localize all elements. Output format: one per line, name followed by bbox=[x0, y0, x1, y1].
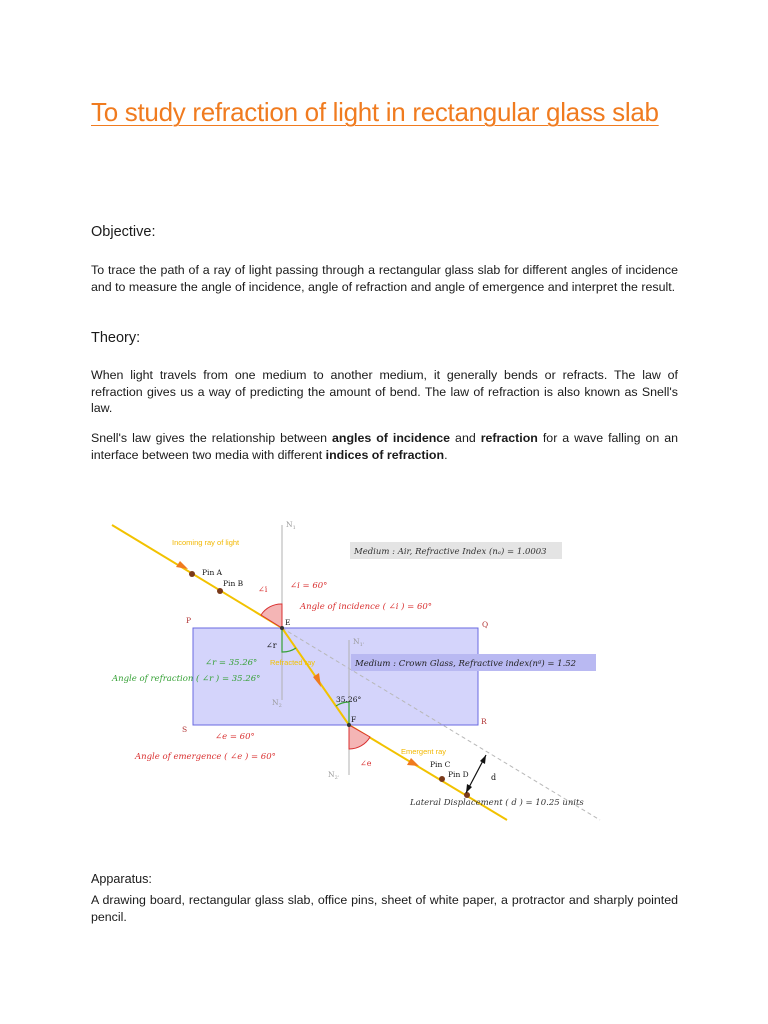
point-f-label: F bbox=[351, 715, 357, 724]
arrowhead bbox=[466, 784, 472, 793]
pin-a bbox=[189, 571, 195, 577]
point-e bbox=[280, 626, 284, 630]
pin-b-label: Pin B bbox=[223, 579, 244, 588]
lateral-displacement-label: Lateral Displacement ( d ) = 10.25 units bbox=[410, 798, 584, 808]
medium-air-label: Medium : Air, Refractive Index (nₐ) = 1.0003 bbox=[354, 547, 547, 557]
text-run: for a wave falling on an interface between two media with different bbox=[91, 431, 678, 462]
apparatus-text: A drawing board, rectangular glass slab, office pins, sheet of white paper, a protractor and sharply pointed pencil. bbox=[91, 893, 678, 924]
point-e-label: E bbox=[285, 618, 291, 627]
pin-c-label: Pin C bbox=[430, 760, 451, 769]
n1-label: $N_1$ bbox=[286, 520, 296, 531]
page-title: To study refraction of light in rectangular glass slab bbox=[91, 97, 659, 127]
n1p-label: $N_{1'}$ bbox=[353, 637, 365, 648]
angle-incidence-label: Angle of incidence ( ∠i ) = 60° bbox=[300, 602, 433, 612]
pin-a-label: Pin A bbox=[202, 568, 223, 577]
objective-text: To trace the path of a ray of light passing through a rectangular glass slab for different angles of incidence and to measure the angle of incidence, angle of refraction and angle of emergence and interpret the result. bbox=[91, 263, 678, 294]
theory-paragraph-2 bbox=[91, 430, 678, 463]
pin-c bbox=[439, 776, 445, 782]
angle-i-short: ∠i bbox=[258, 585, 268, 594]
theory-heading: Theory: bbox=[91, 330, 141, 346]
pin-d-label: Pin D bbox=[448, 770, 469, 779]
angle-f-label: 35.26° bbox=[336, 695, 362, 704]
angle-emergence-label: Angle of emergence ( ∠e ) = 60° bbox=[135, 752, 276, 762]
angle-e-arc bbox=[349, 725, 370, 749]
text-run: Snell's law gives the relationship between bbox=[91, 431, 332, 445]
corner-p: P bbox=[186, 616, 192, 625]
ray-arrow bbox=[407, 758, 419, 766]
corner-r: R bbox=[481, 717, 487, 726]
pin-b bbox=[217, 588, 223, 594]
emergent-ray-label: Emergent ray bbox=[401, 747, 447, 756]
theory-paragraph-1: When light travels from one medium to another medium, it generally bends or refracts. The law of refraction gives us a way of predicting the amount of bend. The law of refraction is also known as Snell's law. bbox=[91, 368, 678, 416]
incoming-ray-label: Incoming ray of light bbox=[172, 538, 240, 547]
medium-glass-label: Medium : Crown Glass, Refractive index(nᵍ) = 1.52 bbox=[355, 659, 577, 669]
arrowhead bbox=[480, 755, 486, 764]
refraction-diagram bbox=[100, 505, 620, 835]
angle-r-short: ∠r bbox=[266, 641, 277, 650]
d-label: d bbox=[491, 773, 497, 782]
n2p-label: $N_{2'}$ bbox=[328, 770, 340, 781]
apparatus-heading: Apparatus: bbox=[91, 872, 152, 886]
refracted-ray-label: Refracted ray bbox=[270, 658, 316, 667]
objective-heading: Objective: bbox=[91, 224, 156, 240]
angle-i-value: ∠i = 60° bbox=[290, 581, 328, 591]
angle-r-value: ∠r = 35.26° bbox=[205, 658, 258, 668]
bold-angles-of-incidence: angles of incidence bbox=[331, 431, 451, 445]
text-run: . bbox=[444, 447, 448, 462]
angle-i-arc bbox=[261, 604, 282, 628]
n2-label: $N_2$ bbox=[272, 698, 282, 709]
angle-e-short: ∠e bbox=[360, 759, 372, 768]
corner-q: Q bbox=[482, 620, 489, 629]
bold-refraction: refraction bbox=[480, 431, 538, 445]
angle-e-value: ∠e = 60° bbox=[215, 732, 255, 742]
ray-arrow bbox=[176, 561, 188, 569]
bold-indices-of-refraction: indices of refraction bbox=[325, 447, 445, 462]
angle-refraction-label: Angle of refraction ( ∠r ) = 35.26° bbox=[112, 674, 261, 684]
corner-s: S bbox=[182, 725, 188, 734]
text-run: and bbox=[450, 431, 481, 445]
